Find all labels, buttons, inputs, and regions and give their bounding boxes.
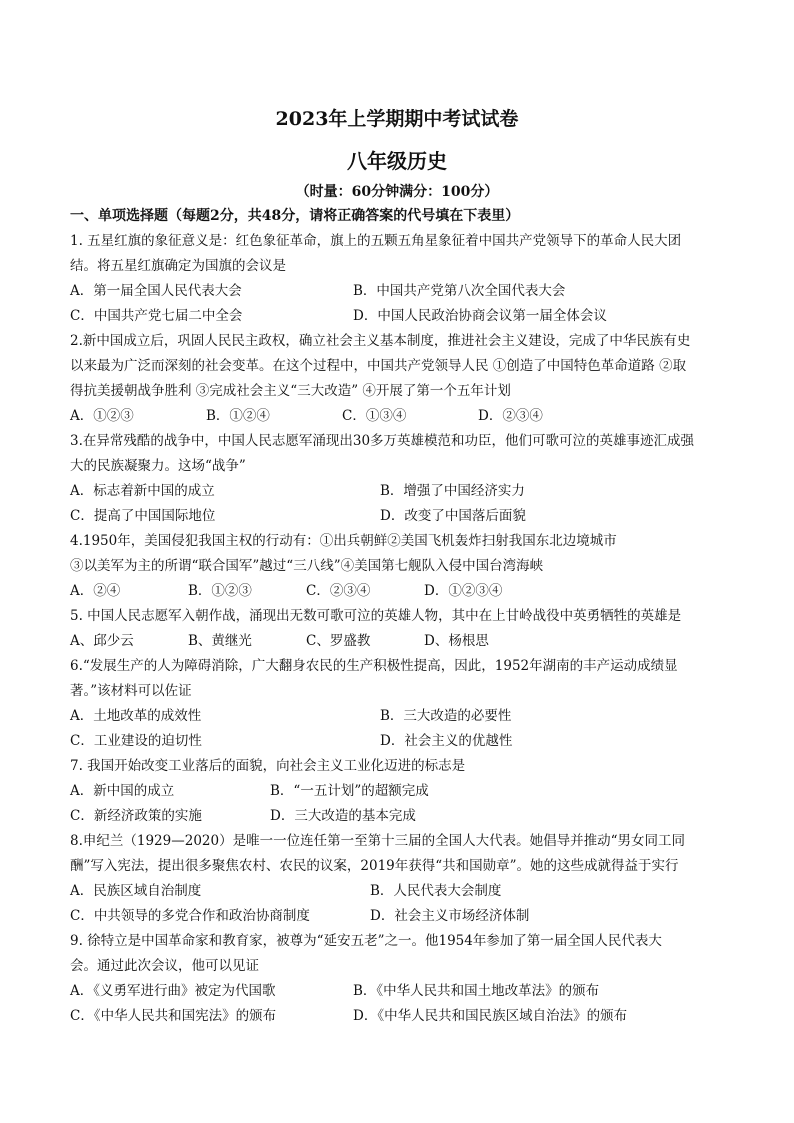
- exam-subject: 八年级历史: [347, 149, 447, 173]
- option-b: B．人民代表大会制度: [370, 883, 502, 899]
- question-1: [70, 229, 720, 329]
- option-c: C．中共领导的多党合作和政治协商制度: [70, 908, 310, 924]
- question-stem-line: 9. 徐特立是中国革命家和教育家，被尊为“延安五老”之一。他1954年参加了第一届全国人民代表大: [70, 933, 662, 949]
- question-stem-line: 7. 我国开始改变工业落后的面貌，向社会主义工业化迈进的标志是: [70, 758, 466, 774]
- option-c: C．提高了中国国际地位: [70, 508, 216, 524]
- question-6: [70, 654, 720, 754]
- question-3: [70, 429, 720, 529]
- options-row: [70, 704, 720, 729]
- options-row: [70, 629, 720, 654]
- options-row: [70, 979, 720, 1004]
- option-c: C．工业建设的迫切性: [70, 733, 202, 749]
- option-d: D．①②③④: [424, 583, 503, 599]
- option-b: B．①②④: [206, 408, 270, 424]
- option-b: B．《中华人民共和国土地改革法》的颁布: [353, 983, 600, 999]
- question-stem-line: 结。将五星红旗确定为国旗的会议是: [70, 258, 286, 274]
- option-a: A．①②③: [70, 408, 134, 424]
- exam-title: 2023年上学期期中考试试卷: [275, 108, 519, 130]
- option-a: A．民族区域自治制度: [70, 883, 202, 899]
- question-4: [70, 529, 720, 604]
- option-c: C．①③④: [342, 408, 407, 424]
- question-8: [70, 829, 720, 929]
- options-row: [70, 279, 720, 304]
- option-a: A．标志着新中国的成立: [70, 483, 215, 499]
- options-row: [70, 579, 720, 604]
- question-stem-line: 会。通过此次会议，他可以见证: [70, 958, 259, 974]
- question-stem-line: 4.1950年，美国侵犯我国主权的行动有：①出兵朝鲜②美国飞机轰炸扫射我国东北边境城市: [70, 533, 617, 549]
- options-row: [70, 404, 720, 429]
- option-b: B．中国共产党第八次全国代表大会: [353, 283, 566, 299]
- option-c: C．《中华人民共和国宪法》的颁布: [70, 1008, 277, 1024]
- option-b: B．①②③: [188, 583, 252, 599]
- option-b: B．增强了中国经济实力: [380, 483, 525, 499]
- question-stem-line: 以来最为广泛而深刻的社会变革。在这个过程中，中国共产党领导人民 ①创造了中国特色革命道路 ②取: [70, 358, 687, 374]
- options-row: [70, 304, 720, 329]
- question-stem-line: 3.在异常残酷的战争中，中国人民志愿军涌现出30多万英雄模范和功臣，他们可歌可泣的英雄事迹汇成强: [70, 433, 695, 449]
- question-stem-line: 6.“发展生产的人为障碍消除，广大翻身农民的生产积极性提高，因此，1952年湖南的丰产运动成绩显: [70, 658, 678, 674]
- exam-info: （时量：60分钟满分：100分）: [295, 184, 499, 200]
- question-stem-line: 2.新中国成立后，巩固人民民主政权，确立社会主义基本制度，推进社会主义建设，完成了中华民族有史: [70, 333, 691, 349]
- options-row: [70, 1004, 720, 1029]
- option-d: D．中国人民政治协商会议第一届全体会议: [353, 308, 607, 324]
- option-a: A．《义勇军进行曲》被定为代国歌: [70, 983, 276, 999]
- option-b: B、黄继光: [188, 633, 252, 649]
- option-d: D．②③④: [478, 408, 543, 424]
- option-a: A．土地改革的成效性: [70, 708, 202, 724]
- option-a: A．②④: [70, 583, 121, 599]
- options-row: [70, 879, 720, 904]
- question-stem-line: 8.申纪兰（1929—2020）是唯一一位连任第一至第十三届的全国人大代表。她倡导并推动“男女同工同: [70, 833, 685, 849]
- option-d: D、杨根思: [424, 633, 489, 649]
- option-a: A、邱少云: [70, 633, 134, 649]
- options-row: [70, 804, 720, 829]
- question-stem-line: 得抗美援朝战争胜利 ③完成社会主义“三大改造” ④开展了第一个五年计划: [70, 383, 511, 399]
- question-2: [70, 329, 720, 429]
- question-list: [70, 229, 720, 1029]
- options-row: [70, 479, 720, 504]
- question-5: [70, 604, 720, 654]
- option-a: A．新中国的成立: [70, 783, 175, 799]
- question-stem-line: 酬”写入宪法，提出很多聚焦农村、农民的议案，2019年获得“共和国勋章”。她的这些成就得益于实行: [70, 858, 679, 874]
- option-c: C．中国共产党七届二中全会: [70, 308, 243, 324]
- option-b: B．三大改造的必要性: [380, 708, 512, 724]
- option-d: D．社会主义市场经济体制: [370, 908, 530, 924]
- option-d: D．《中华人民共和国民族区域自治法》的颁布: [353, 1008, 628, 1024]
- option-b: B．“一五计划”的超额完成: [270, 783, 429, 799]
- section-heading: 一、单项选择题（每题2分，共48分，请将正确答案的代号填在下表里）: [70, 208, 520, 224]
- question-7: [70, 754, 720, 829]
- options-row: [70, 729, 720, 754]
- question-9: [70, 929, 720, 1029]
- options-row: [70, 904, 720, 929]
- option-d: D．三大改造的基本完成: [270, 808, 416, 824]
- option-d: D．社会主义的优越性: [380, 733, 513, 749]
- option-c: C．新经济政策的实施: [70, 808, 202, 824]
- option-c: C、罗盛教: [306, 633, 371, 649]
- question-stem-line: 5. 中国人民志愿军入朝作战，涌现出无数可歌可泣的英雄人物，其中在上甘岭战役中英勇牺牲的英雄是: [70, 608, 682, 624]
- options-row: [70, 779, 720, 804]
- option-d: D．改变了中国落后面貌: [380, 508, 526, 524]
- question-stem-line: ③以美军为主的所谓“联合国军”越过“三八线”④美国第七舰队入侵中国台湾海峡: [70, 558, 544, 574]
- option-c: C．②③④: [306, 583, 371, 599]
- question-stem-line: 大的民族凝聚力。这场“战争”: [70, 458, 246, 474]
- option-a: A．第一届全国人民代表大会: [70, 283, 242, 299]
- question-stem-line: 1. 五星红旗的象征意义是：红色象征革命，旗上的五颗五角星象征着中国共产党领导下的革命人民大团: [70, 233, 682, 249]
- options-row: [70, 504, 720, 529]
- question-stem-line: 著。”该材料可以佐证: [70, 683, 192, 699]
